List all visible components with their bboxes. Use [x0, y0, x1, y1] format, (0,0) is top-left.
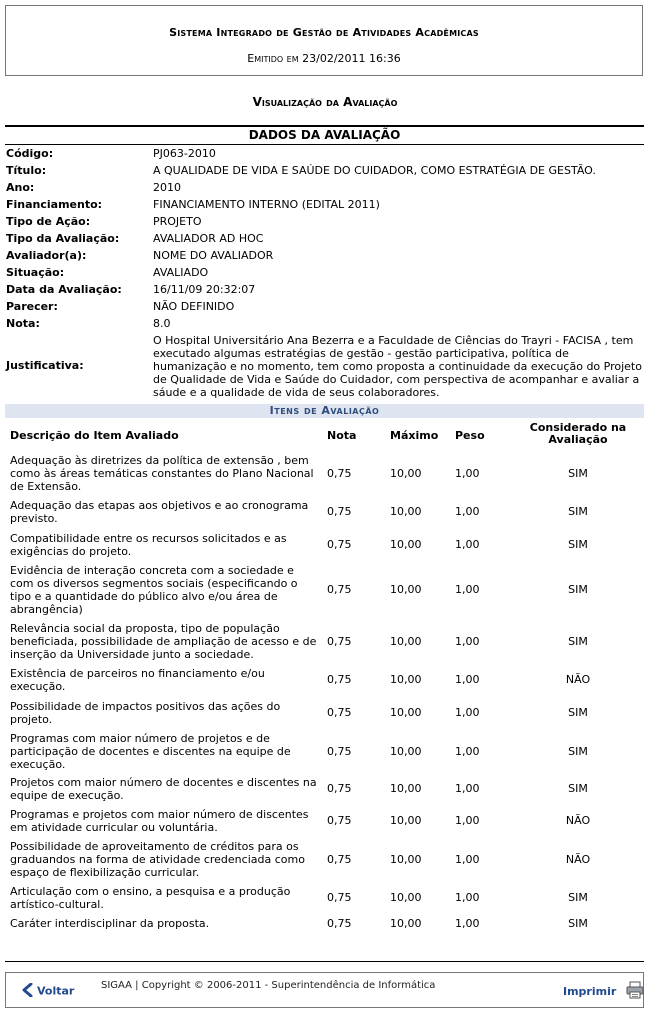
item-maximo: 10,00 [390, 467, 422, 480]
field-label: Avaliador(a): [6, 249, 87, 262]
field-row [6, 317, 646, 334]
item-peso: 1,00 [455, 583, 480, 596]
item-description: Adequação das etapas aos objetivos e ao cronograma previsto. [10, 499, 309, 525]
back-link-label: Voltar [37, 984, 75, 998]
item-considerado: SIM [568, 706, 588, 719]
item-description: Existência de parceiros no financiamento e/ou execução. [10, 667, 265, 693]
field-label: Data da Avaliação: [6, 283, 122, 296]
item-peso: 1,00 [455, 635, 480, 648]
item-considerado: NÃO [565, 814, 591, 827]
item-description: Relevância social da proposta, tipo de população beneficiada, possibilidade de ampliação de acesso e de inserção da Universidade junto a sociedade. [10, 622, 317, 661]
field-row [6, 232, 646, 249]
item-considerado: SIM [568, 782, 588, 795]
itens-section-title: Itens de Avaliação [5, 404, 644, 418]
report-header [5, 5, 643, 76]
field-row [6, 215, 646, 232]
item-description: Possibilidade de aproveitamento de créditos para os graduandos na forma de atividade credenciada como espaço de flexibilização curricular. [10, 840, 305, 879]
item-peso: 1,00 [455, 706, 480, 719]
item-description: Programas com maior número de projetos e de participação de docentes e discentes na equipe de execução. [10, 732, 291, 771]
field-value: PJ063-2010 [153, 147, 216, 160]
footer [5, 972, 644, 1008]
field-label: Tipo de Ação: [6, 215, 91, 228]
section-bottom-rule [5, 144, 644, 145]
field-label: Nota: [6, 317, 40, 330]
emission-date: Emitido em 23/02/2011 16:36 [247, 52, 401, 65]
justificativa-label: Justificativa: [6, 359, 84, 372]
field-label: Parecer: [6, 300, 58, 313]
item-peso: 1,00 [455, 853, 480, 866]
col-nota: Nota [327, 429, 357, 442]
field-label: Situação: [6, 266, 65, 279]
item-nota: 0,75 [327, 635, 352, 648]
field-label: Ano: [6, 181, 35, 194]
field-value: 16/11/09 20:32:07 [153, 283, 256, 296]
back-link[interactable] [22, 983, 74, 1000]
printer-icon[interactable] [626, 981, 644, 1002]
item-maximo: 10,00 [390, 917, 422, 930]
item-nota: 0,75 [327, 706, 352, 719]
item-maximo: 10,00 [390, 505, 422, 518]
footer-rule [5, 961, 644, 962]
field-row [6, 181, 646, 198]
item-maximo: 10,00 [390, 745, 422, 758]
item-description: Projetos com maior número de docentes e discentes na equipe de execução. [10, 776, 317, 802]
item-nota: 0,75 [327, 583, 352, 596]
item-considerado: NÃO [565, 853, 591, 866]
field-value: AVALIADOR AD HOC [153, 232, 264, 245]
item-considerado: SIM [568, 538, 588, 551]
col-maximo: Máximo [390, 429, 439, 442]
page-title: Visualização da Avaliação [252, 95, 398, 109]
item-nota: 0,75 [327, 814, 352, 827]
field-row [6, 198, 646, 215]
item-maximo: 10,00 [390, 853, 422, 866]
item-maximo: 10,00 [390, 538, 422, 551]
item-considerado: SIM [568, 583, 588, 596]
field-label: Financiamento: [6, 198, 103, 211]
col-descricao: Descrição do Item Avaliado [10, 429, 179, 442]
item-peso: 1,00 [455, 891, 480, 904]
section-top-rule [5, 125, 644, 127]
item-description: Compatibilidade entre os recursos solicitados e as exigências do projeto. [10, 532, 287, 558]
col-peso: Peso [455, 429, 485, 442]
item-nota: 0,75 [327, 917, 352, 930]
item-nota: 0,75 [327, 782, 352, 795]
item-description: Articulação com o ensino, a pesquisa e a produção artístico-cultural. [10, 885, 291, 911]
item-maximo: 10,00 [390, 706, 422, 719]
field-value: PROJETO [153, 215, 202, 228]
item-maximo: 10,00 [390, 814, 422, 827]
field-row [6, 283, 646, 300]
field-label: Tipo da Avaliação: [6, 232, 120, 245]
justificativa-value: O Hospital Universitário Ana Bezerra e a Faculdade de Ciências do Trayri - FACISA , tem executado algumas estratégias de gestão - gestão participativa, política de humanização e no momento, tem como proposta a continuidade da execução do Projeto de Qualidade de Vida e Saúde do Cuidador, com perspectiva de acompanhar e avaliar a sáude e a qualidade de vida de seus colaboradores. [153, 334, 642, 399]
item-nota: 0,75 [327, 853, 352, 866]
field-row [6, 147, 646, 164]
item-peso: 1,00 [455, 673, 480, 686]
field-row [6, 300, 646, 317]
item-peso: 1,00 [455, 538, 480, 551]
dados-section-title: DADOS DA AVALIAÇÃO [248, 128, 401, 142]
item-considerado: SIM [568, 891, 588, 904]
field-label: Título: [6, 164, 47, 177]
item-considerado: SIM [568, 745, 588, 758]
item-maximo: 10,00 [390, 782, 422, 795]
item-nota: 0,75 [327, 505, 352, 518]
item-considerado: SIM [568, 917, 588, 930]
item-peso: 1,00 [455, 917, 480, 930]
item-peso: 1,00 [455, 782, 480, 795]
field-row [6, 266, 646, 283]
item-peso: 1,00 [455, 745, 480, 758]
item-nota: 0,75 [327, 673, 352, 686]
item-maximo: 10,00 [390, 673, 422, 686]
print-link[interactable]: Imprimir [563, 985, 617, 998]
field-label: Código: [6, 147, 54, 160]
item-peso: 1,00 [455, 467, 480, 480]
item-maximo: 10,00 [390, 583, 422, 596]
item-description: Programas e projetos com maior número de discentes em atividade curricular ou voluntária. [10, 808, 309, 834]
item-description: Possibilidade de impactos positivos das ações do projeto. [10, 700, 281, 726]
field-row [6, 164, 646, 181]
chevron-left-icon [22, 983, 34, 1000]
item-considerado: SIM [568, 505, 588, 518]
item-considerado: NÃO [565, 673, 591, 686]
field-value: FINANCIAMENTO INTERNO (EDITAL 2011) [153, 198, 380, 211]
item-nota: 0,75 [327, 745, 352, 758]
item-maximo: 10,00 [390, 891, 422, 904]
field-value: NÃO DEFINIDO [153, 300, 235, 313]
item-nota: 0,75 [327, 467, 352, 480]
copyright: SIGAA | Copyright © 2006-2011 - Superintendência de Informática [101, 980, 436, 991]
col-considerado: Considerado na Avaliação [529, 421, 627, 446]
item-nota: 0,75 [327, 891, 352, 904]
system-title: Sistema Integrado de Gestão de Atividades Acadêmicas [169, 26, 479, 39]
item-peso: 1,00 [455, 814, 480, 827]
field-value: A QUALIDADE DE VIDA E SAÚDE DO CUIDADOR, COMO ESTRATÉGIA DE GESTÃO. [153, 164, 596, 177]
item-peso: 1,00 [455, 505, 480, 518]
item-considerado: SIM [568, 467, 588, 480]
field-row [6, 249, 646, 266]
field-value: AVALIADO [153, 266, 209, 279]
field-value: 2010 [153, 181, 181, 194]
item-nota: 0,75 [327, 538, 352, 551]
item-considerado: SIM [568, 635, 588, 648]
item-description: Adequação às diretrizes da política de extensão , bem como às áreas temáticas constantes do Plano Nacional de Extensão. [10, 454, 314, 493]
field-value: NOME DO AVALIADOR [153, 249, 274, 262]
item-description: Caráter interdisciplinar da proposta. [10, 917, 210, 930]
item-description: Evidência de interação concreta com a sociedade e com os diversos segmentos sociais (especificando o tipo e a quantidade do público alvo e/ou área de abrangência) [10, 564, 298, 616]
item-maximo: 10,00 [390, 635, 422, 648]
field-value: 8.0 [153, 317, 171, 330]
